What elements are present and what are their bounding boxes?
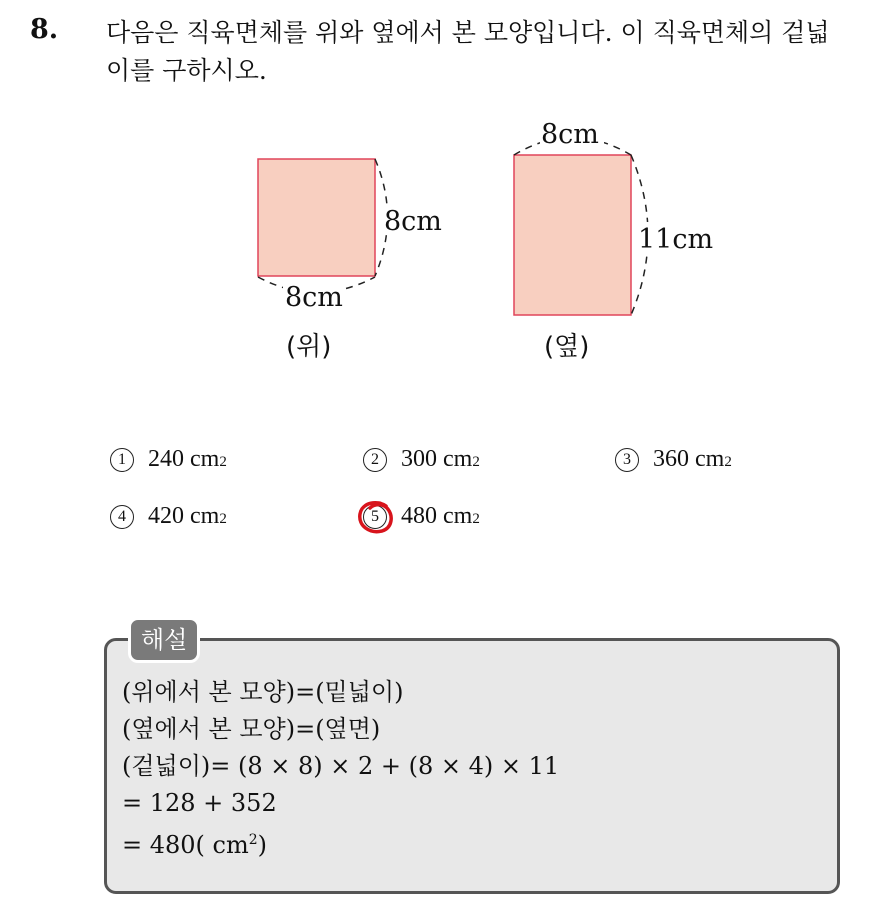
explanation-line-5 (122, 822, 559, 864)
choice-2-value: 300 (401, 446, 437, 472)
top-view-rect (258, 159, 375, 276)
choice-4-value: 420 (148, 503, 184, 529)
choice-5-unit: cm (443, 503, 473, 529)
choice-4[interactable] (110, 503, 227, 531)
top-view-side-label: 8cm (384, 206, 442, 237)
side-view-caption: (옆) (544, 332, 590, 362)
top-view-caption: (위) (286, 332, 332, 362)
explanation-line-5-exp: 2 (248, 832, 258, 848)
explanation-line-5-prefix: = 480( cm (122, 831, 249, 859)
choice-1-unit: cm (190, 446, 220, 472)
figures (0, 0, 884, 380)
side-view-side-label: 11cm (638, 224, 714, 255)
choice-1-value: 240 (148, 446, 184, 472)
choice-3[interactable] (615, 446, 732, 474)
choice-4-mark: 4 (110, 505, 134, 529)
choice-4-exp: 2 (219, 511, 227, 527)
choice-4-unit: cm (190, 503, 220, 529)
choice-3-unit: cm (695, 446, 725, 472)
choice-2-mark: 2 (363, 448, 387, 472)
explanation-line-3: (겉넓이)= (8 × 8) × 2 + (8 × 4) × 11 (122, 752, 560, 780)
side-view-figure (514, 119, 713, 362)
choice-2[interactable] (363, 446, 480, 474)
side-view-top-label: 8cm (541, 119, 599, 150)
choice-2-exp: 2 (472, 454, 480, 470)
choice-5-value: 480 (401, 503, 437, 529)
explanation-line-5-suffix: ) (257, 831, 268, 859)
choice-3-exp: 2 (724, 454, 732, 470)
top-view-figure (258, 159, 442, 362)
choice-1-mark: 1 (110, 448, 134, 472)
choice-3-value: 360 (653, 446, 689, 472)
top-view-bottom-label: 8cm (285, 282, 343, 313)
explanation-line-1: (위에서 본 모양)=(밑넓이) (122, 678, 404, 706)
choice-3-mark: 3 (615, 448, 639, 472)
choice-1-exp: 2 (219, 454, 227, 470)
choice-5-mark: 5 (363, 505, 387, 529)
choice-5-exp: 2 (472, 511, 480, 527)
question-text-line2: 이를 구하시오. (106, 56, 267, 85)
answer-circle-mark (356, 500, 396, 536)
choice-2-unit: cm (443, 446, 473, 472)
question-number: 8. (30, 14, 59, 45)
side-view-rect (514, 155, 631, 315)
explanation-tag: 해설 (128, 617, 200, 663)
choice-1[interactable] (110, 446, 227, 474)
question-text-line1: 다음은 직육면체를 위와 옆에서 본 모양입니다. 이 직육면체의 겉넓 (106, 18, 830, 47)
explanation-line-2: (옆에서 본 모양)=(옆면) (122, 715, 381, 743)
explanation-line-4: = 128 + 352 (122, 789, 277, 817)
explanation-text (122, 674, 559, 864)
